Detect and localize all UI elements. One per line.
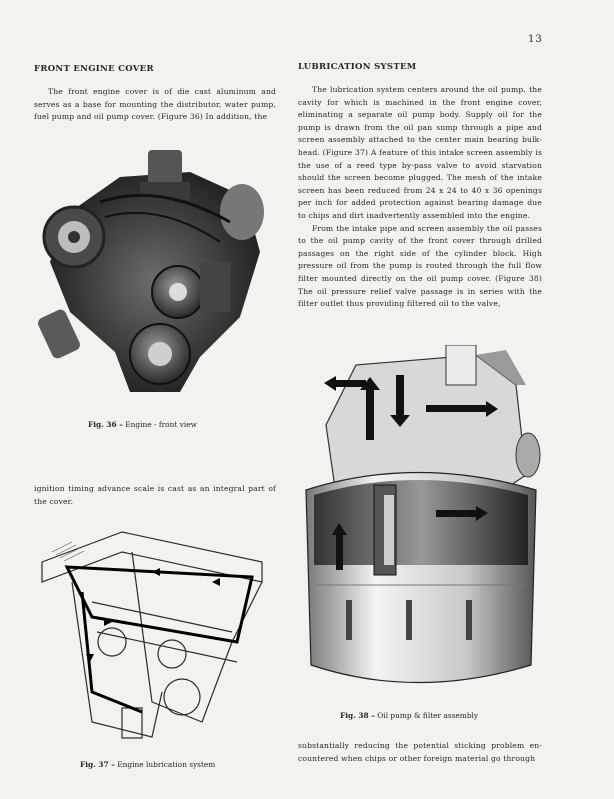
- right-paragraph-3: [298, 740, 542, 765]
- left-para1-text: The front engine cover is of die cast aluminum and serves as a base for mounting the distributor, water pump, fuel pump and oil pump cover. (Figure 36) In addition, the: [34, 87, 276, 122]
- fig38-caption: [340, 711, 478, 720]
- fig37-text: Engine lubrication system: [117, 760, 216, 769]
- right-para1-text: The lubrication system centers around the oil pump, the cavity for which is machined in the front engine cover, eliminating a separate oil pump body. Supply oil for the pump is drawn from the oil pan sump through a pipe and screen assembly attached to the center main bearing bulk-head. (Figure 37) A feature of this intake screen assembly is the use of a reed type by-pass valve to avoid starvation should the screen become plugged. The mesh of the intake screen has been reduced from 24 x 24 to 40 x 36 openings per inch for added protection against bearing damage due to chips and dirt inadvertently assembled into the engine.: [298, 85, 542, 220]
- fig37-label: Fig. 37 –: [80, 760, 115, 769]
- right-para2-text: From the intake pipe and screen assembly the oil passes to the oil pump cavity of the front cover through drilled passages on the right side of the cylinder block. High pressure oil from the pump is routed through the full flow filter mounted directly on the oil pump cover. (Figure 38) The oil pressure relief valve passage is in series with the filter outlet thus providing filtered oil to the valve,: [298, 223, 542, 309]
- engine-lubrication-diagram: [32, 522, 272, 744]
- right-paragraph-1: [298, 84, 542, 311]
- left-paragraph-2: [34, 483, 276, 508]
- fig36-text: Engine - front view: [125, 420, 197, 429]
- left-paragraph-1: [34, 86, 276, 124]
- fig38-text: Oil pump & filter assembly: [377, 711, 479, 720]
- fig36-label: Fig. 36 –: [88, 420, 123, 429]
- heading-lubrication-system: LUBRICATION SYSTEM: [298, 62, 417, 72]
- left-para2-text: ignition timing advance scale is cast as an integral part of the cover.: [34, 484, 276, 506]
- heading-front-engine-cover: FRONT ENGINE COVER: [34, 64, 154, 74]
- page-number: 13: [528, 34, 543, 45]
- fig36-caption: [88, 420, 197, 429]
- oil-pump-filter-diagram: [296, 345, 548, 700]
- engine-front-view-photo: [30, 142, 278, 400]
- fig38-label: Fig. 38 –: [340, 711, 375, 720]
- fig37-caption: [80, 760, 215, 769]
- right-para3-text: substantially reducing the potential sticking problem en-countered when chips or other foreign material go through: [298, 741, 542, 763]
